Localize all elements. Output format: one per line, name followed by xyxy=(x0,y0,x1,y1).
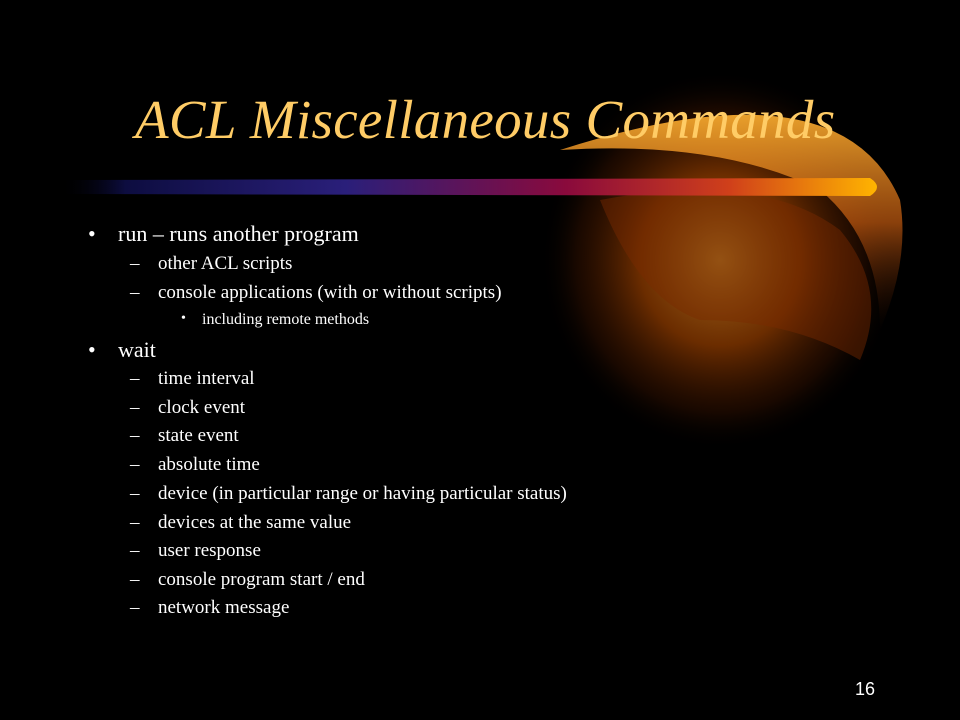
sub-bullet-text: device (in particular range or having particular status) xyxy=(158,483,567,504)
dash-marker: – xyxy=(130,569,140,590)
sub-bullet-text: user response xyxy=(158,540,261,561)
slide-title: ACL Miscellaneous Commands xyxy=(135,89,836,150)
dash-marker: – xyxy=(130,253,140,274)
dash-marker: – xyxy=(130,368,140,389)
sub-bullet-text: network message xyxy=(158,597,290,618)
sub-bullet-text: time interval xyxy=(158,368,255,389)
sub-bullet-text: devices at the same value xyxy=(158,512,352,533)
dash-marker: – xyxy=(130,397,140,418)
dash-marker: – xyxy=(130,282,140,303)
bullet-text: run – runs another program xyxy=(118,221,359,246)
dash-marker: – xyxy=(130,483,140,504)
dash-marker: – xyxy=(130,454,140,475)
sub-bullet-text: clock event xyxy=(158,397,246,418)
page-number: 16 xyxy=(855,679,876,699)
sub-bullet-text: console program start / end xyxy=(158,569,365,590)
bullet-marker: • xyxy=(181,311,186,326)
sub-bullet-text: state event xyxy=(158,425,239,446)
bullet-marker: • xyxy=(88,337,96,362)
sub-sub-bullet-text: including remote methods xyxy=(202,311,370,328)
dash-marker: – xyxy=(130,425,140,446)
sub-bullet-text: other ACL scripts xyxy=(158,253,293,274)
bullet-text: wait xyxy=(118,337,156,362)
sub-bullet-text: absolute time xyxy=(158,454,260,475)
dash-marker: – xyxy=(130,597,140,618)
bullet-marker: • xyxy=(88,221,96,246)
dash-marker: – xyxy=(130,512,140,533)
sub-bullet-text: console applications (with or without scripts) xyxy=(158,282,502,303)
dash-marker: – xyxy=(130,540,140,561)
